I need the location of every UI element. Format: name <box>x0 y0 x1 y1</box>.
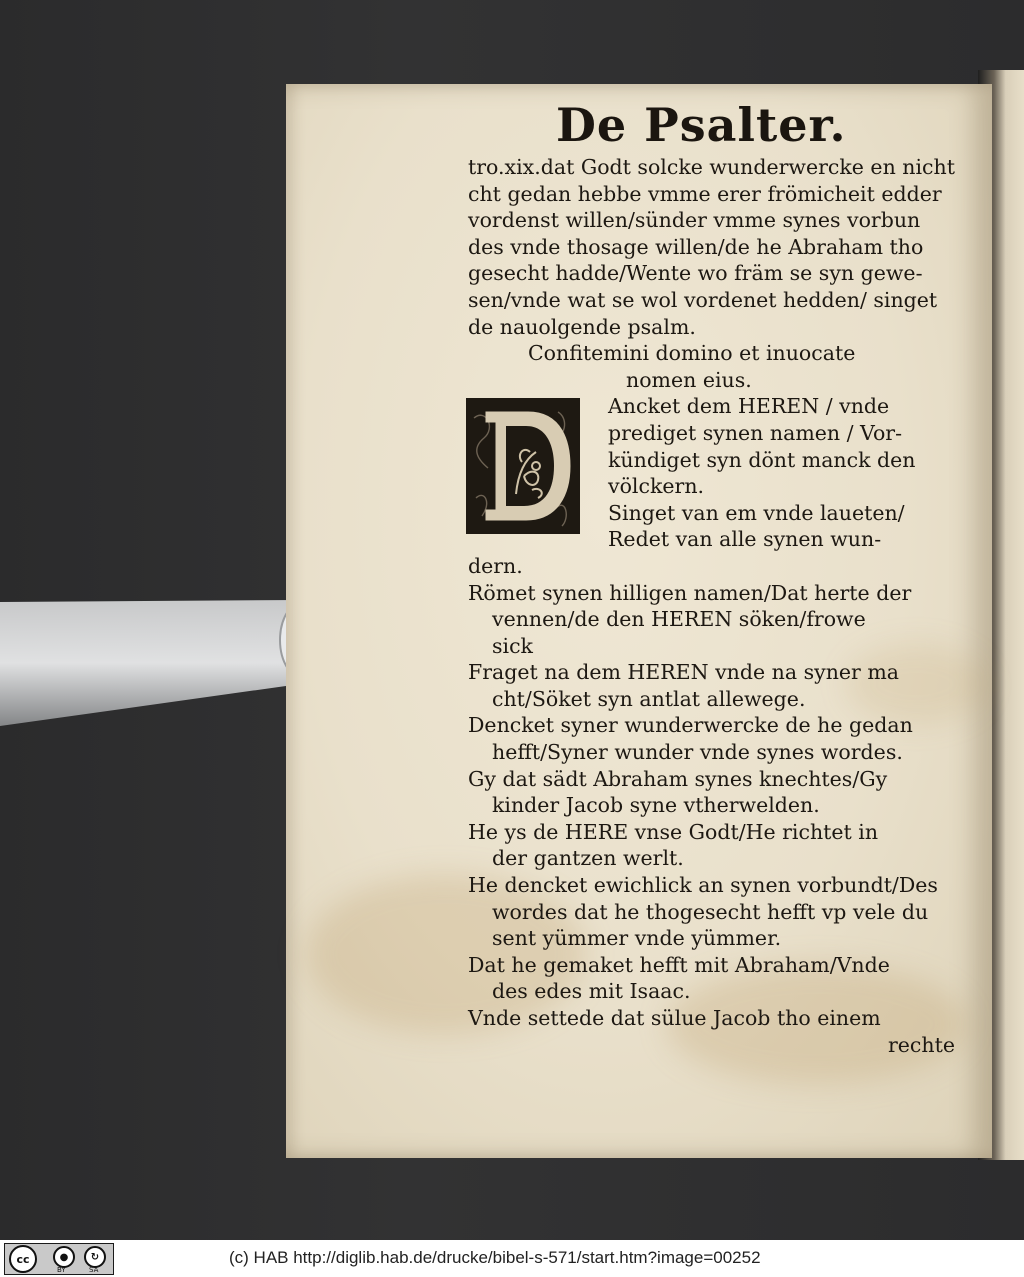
text-line: He ys de HERE vnse Godt/He richtet in <box>468 819 879 844</box>
text-line: Ancket dem HEREN / vnde <box>608 394 890 419</box>
page-heading: De Psalter. <box>556 98 847 152</box>
text-line: völckern. <box>608 474 705 499</box>
text-line: cht/Söket syn antlat allewege. <box>492 686 806 711</box>
text-line: Dencket syner wunderwercke de he gedan <box>468 713 913 738</box>
text-line: sick <box>492 633 533 658</box>
text-line: dern. <box>468 553 523 578</box>
text-line: vordenst willen/sünder vmme synes vorbun <box>468 208 921 233</box>
text-block <box>468 154 955 1058</box>
psalm-title: nomen eius. <box>626 367 752 392</box>
text-line: sent yümmer vnde yümmer. <box>492 926 782 951</box>
cc-icon: cc <box>9 1245 37 1273</box>
text-line: Gy dat sädt Abraham synes knechtes/Gy <box>468 766 888 791</box>
text-line: wordes dat he thogesecht hefft vp vele du <box>492 899 929 924</box>
text-line: Dat he gemaket hefft mit Abraham/Vnde <box>468 952 890 977</box>
text-line: des edes mit Isaac. <box>492 979 691 1004</box>
text-line: Singet van em vnde laueten/ <box>608 500 905 525</box>
by-label: BY <box>57 1266 66 1274</box>
text-line: Vnde settede dat sülue Jacob tho einem <box>468 1006 881 1030</box>
share-alike-icon: ↻ <box>84 1246 106 1268</box>
book-page <box>286 84 992 1158</box>
text-line: He dencket ewichlick an synen vorbundt/Des <box>468 873 938 898</box>
text-line: kinder Jacob syne vtherwelden. <box>492 793 820 818</box>
sa-label: SA <box>89 1266 99 1274</box>
catchword: rechte <box>888 1032 955 1057</box>
text-line: kündiget syn dönt manck den <box>608 447 916 472</box>
text-line: vennen/de den HEREN söken/frowe <box>492 607 866 632</box>
text-line: gesecht hadde/Wente wo främ se syn gewe- <box>468 261 923 286</box>
text-line: de nauolgende psalm. <box>468 314 696 339</box>
text-line: tro.xix.dat Godt solcke wunderwercke en nicht <box>468 155 955 179</box>
person-icon: ● <box>53 1246 75 1268</box>
psalm-title: Confitemini domino et inuocate <box>528 341 856 366</box>
text-line: der gantzen werlt. <box>492 846 684 871</box>
text-line: sen/vnde wat se wol vordenet hedden/ singet <box>468 287 938 312</box>
text-line: prediget synen namen / Vor- <box>608 420 903 445</box>
text-line: Fraget na dem HEREN vnde na syner ma <box>468 660 900 685</box>
footer-bar <box>0 1240 1024 1277</box>
text-line: des vnde thosage willen/de he Abraham tho <box>468 234 924 259</box>
text-line: Redet van alle synen wun- <box>608 527 882 552</box>
text-line: Römet synen hilligen namen/Dat herte der <box>468 580 912 605</box>
cc-license-badge[interactable] <box>4 1243 114 1275</box>
decorated-initial-d <box>466 398 580 534</box>
text-line: hefft/Syner wunder vnde synes wordes. <box>492 740 903 765</box>
copyright-credit: (c) HAB http://diglib.hab.de/drucke/bibel-s-571/start.htm?image=00252 <box>229 1248 761 1267</box>
text-line: cht gedan hebbe vmme erer frömicheit edder <box>468 181 942 206</box>
